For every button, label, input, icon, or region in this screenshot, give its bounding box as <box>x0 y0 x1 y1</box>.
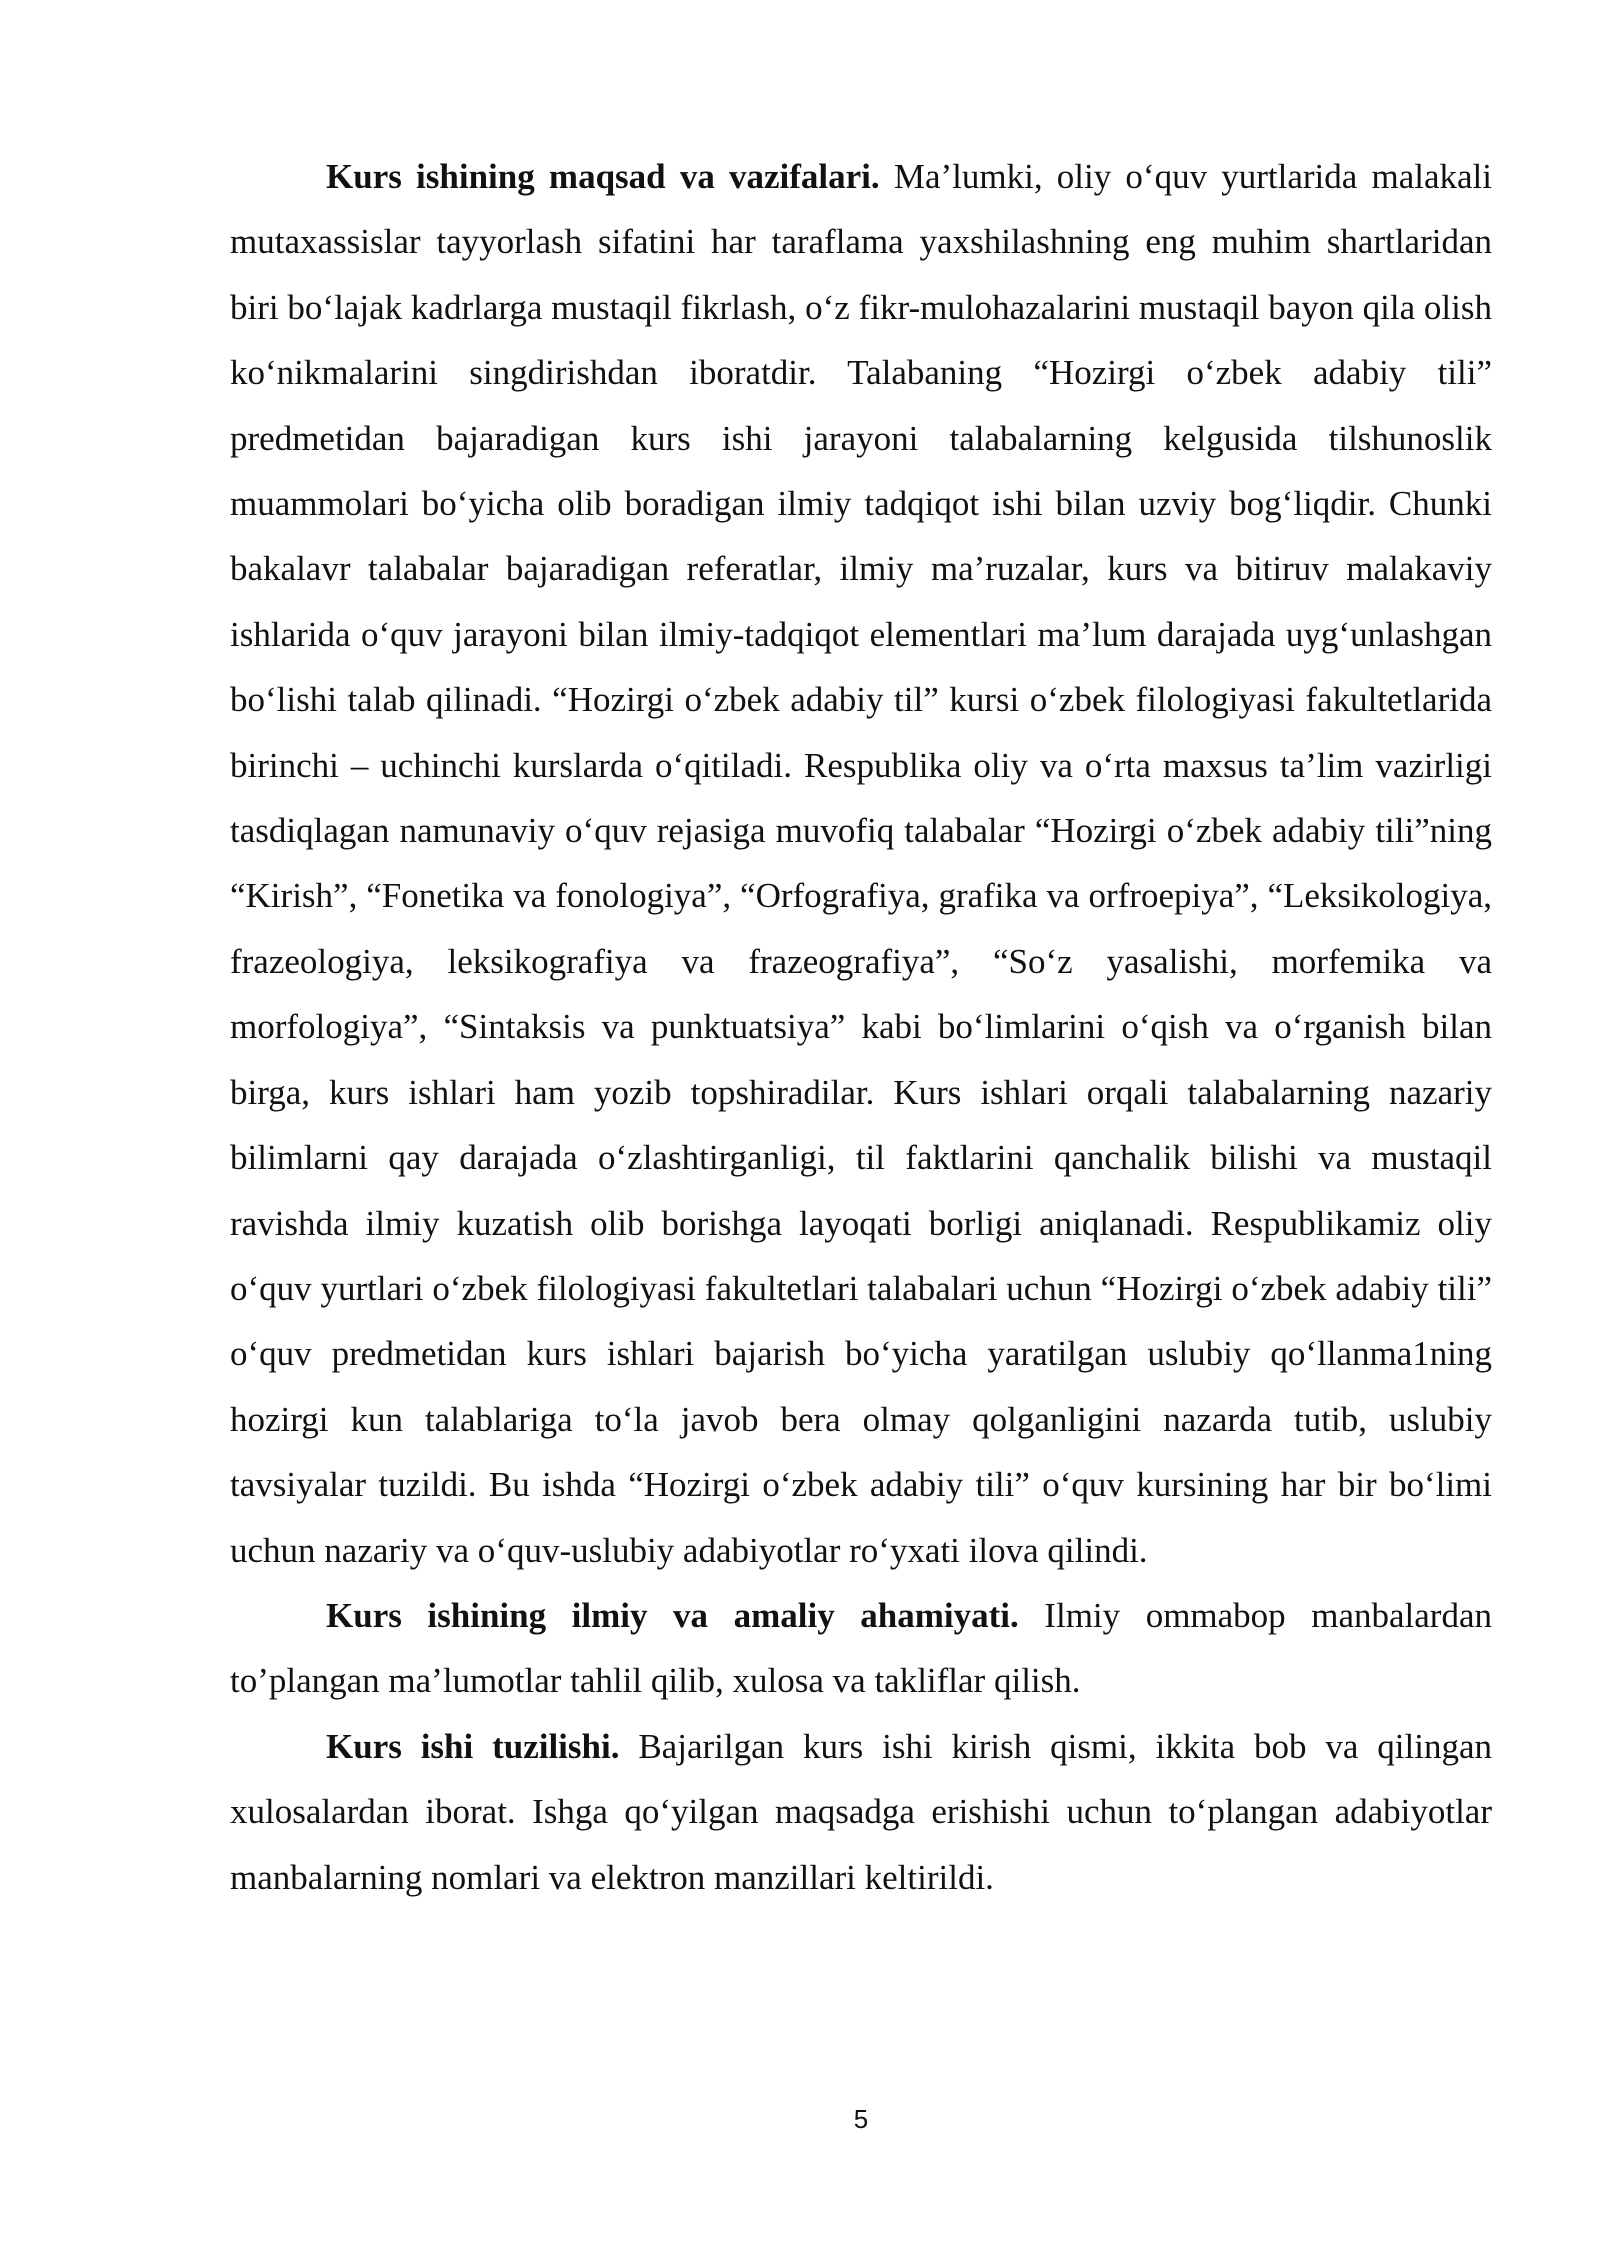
document-body <box>230 144 1492 1910</box>
paragraph-text: Bajarilgan kurs ishi kirish qismi, ikkita bob va qilingan xulosalardan iborat. Ishga qo‘yilgan maqsadga erishishi uchun to‘plangan adabiyotlar manbalarning nomlari va elektron manzillari keltirildi. <box>230 1726 1492 1897</box>
paragraph-text: Ilmiy ommabop manbalardan to’plangan ma’lumotlar tahlil qilib, xulosa va takliflar qilish. <box>230 1595 1492 1701</box>
paragraph-structure <box>230 1714 1492 1910</box>
paragraph-goals-and-tasks <box>230 144 1492 1583</box>
paragraph-text: Ma’lumki, oliy o‘quv yurtlarida malakali mutaxassislar tayyorlash sifatini har taraflama yaxshilashning eng muhim shartlaridan biri bo‘lajak kadrlarga mustaqil fikrlash, o‘z fikr-mulohazalarini mustaqil bayon qila olish ko‘nikmalarini singdirishdan iboratdir. Talabaning “Hozirgi o‘zbek adabiy tili” predmetidan bajaradigan kurs ishi jarayoni talabalarning kelgusida tilshunoslik muammolari bo‘yicha olib boradigan ilmiy tadqiqot ishi bilan uzviy bog‘liqdir. Chunki bakalavr talabalar bajaradigan referatlar, ilmiy ma’ruzalar, kurs va bitiruv malakaviy ishlarida o‘quv jarayoni bilan ilmiy-tadqiqot elementlari ma’lum darajada uyg‘unlashgan bo‘lishi talab qilinadi. “Hozirgi o‘zbek adabiy til” kursi o‘zbek filologiyasi fakultetlarida birinchi – uchinchi kurslarda o‘qitiladi. Respublika oliy va o‘rta maxsus ta’lim vazirligi tasdiqlagan namunaviy o‘quv rejasiga muvofiq talabalar “Hozirgi o‘zbek adabiy tili”ning “Kirish”, “Fonetika va fonologiya”, “Orfografiya, grafika va orfroepiya”, “Leksikologiya, frazeologiya, leksikografiya va frazeografiya”, “So‘z yasalishi, morfemika va morfologiya”, “Sintaksis va punktuatsiya” kabi bo‘limlarini o‘qish va o‘rganish bilan birga, kurs ishlari ham yozib topshiradilar. Kurs ishlari orqali talabalarning nazariy bilimlarni qay darajada o‘zlashtirganligi, til faktlarini qanchalik bilishi va mustaqil ravishda ilmiy kuzatish olib borishga layoqati borligi aniqlanadi. Respublikamiz oliy o‘quv yurtlari o‘zbek filologiyasi fakultetlari talabalari uchun “Hozirgi o‘zbek adabiy tili” o‘quv predmetidan kurs ishlari bajarish bo‘yicha yaratilgan uslubiy qo‘llanma1ning hozirgi kun talablariga to‘la javob bera olmay qolganligini nazarda tutib, uslubiy tavsiyalar tuzildi. Bu ishda “Hozirgi o‘zbek adabiy tili” o‘quv kursining har bir bo‘limi uchun nazariy va o‘quv-uslubiy adabiyotlar ro‘yxati ilova qilindi. <box>230 157 1493 1570</box>
paragraph-heading: Kurs ishi tuzilishi. <box>326 1726 620 1766</box>
page-number: 5 <box>853 2104 869 2134</box>
paragraph-heading: Kurs ishining ilmiy va amaliy ahamiyati. <box>326 1595 1019 1635</box>
paragraph-scientific-significance <box>230 1583 1492 1714</box>
paragraph-heading: Kurs ishining maqsad va vazifalari. <box>326 157 880 196</box>
